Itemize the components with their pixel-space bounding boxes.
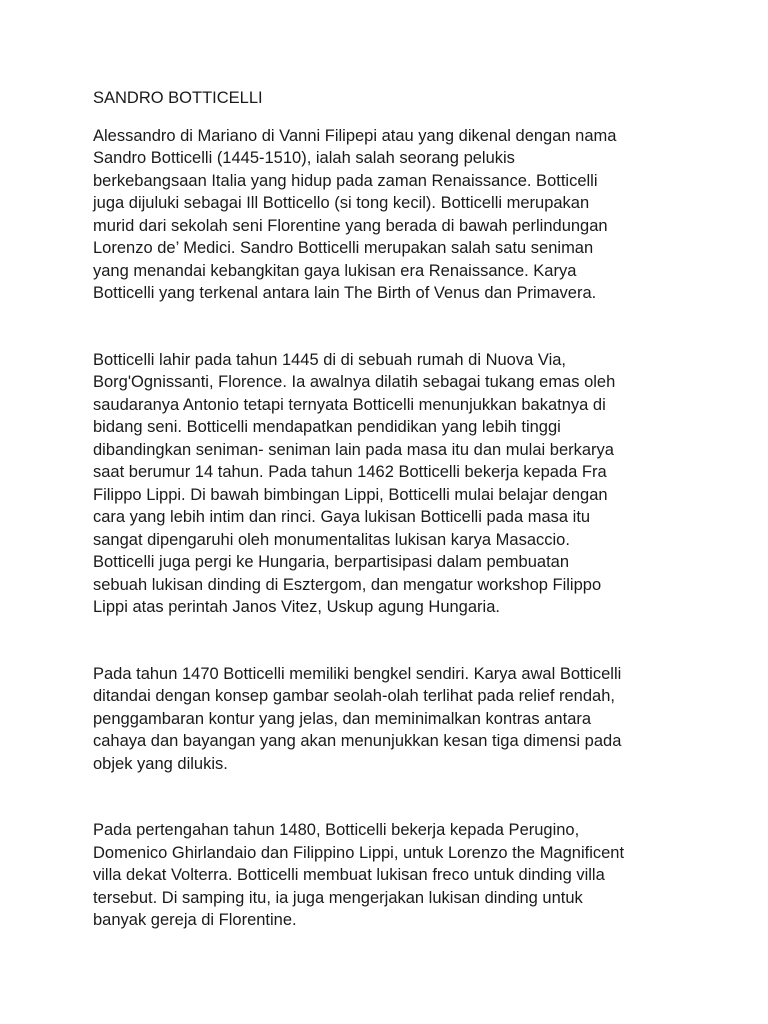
text-line: Botticelli yang terkenal antara lain The Birth of Venus dan Primavera. <box>93 284 597 302</box>
paragraph-1 <box>93 125 713 305</box>
text-line: cara yang lebih intim dan rinci. Gaya lukisan Botticelli pada masa itu <box>93 508 591 526</box>
text-line: villa dekat Volterra. Botticelli membuat lukisan freco untuk dinding villa <box>93 866 605 884</box>
text-line: bidang seni. Botticelli mendapatkan pendidikan yang lebih tinggi <box>93 418 561 436</box>
text-line: dibandingkan seniman- seniman lain pada masa itu dan mulai berkarya <box>93 440 614 459</box>
text-line: sangat dipengaruhi oleh monumentalitas lukisan karya Masaccio. <box>93 530 570 549</box>
paragraph-2 <box>93 349 713 619</box>
text-line: objek yang dilukis. <box>93 754 228 773</box>
text-line: Botticelli juga pergi ke Hungaria, berpartisipasi dalam pembuatan <box>93 553 570 571</box>
text-line: saudaranya Antonio tetapi ternyata Botticelli menunjukkan bakatnya di <box>93 395 606 414</box>
text-line: Domenico Ghirlandaio dan Filippino Lippi, untuk Lorenzo the Magnificent <box>93 843 625 862</box>
text-line: sebuah lukisan dinding di Esztergom, dan mengatur workshop Filippo <box>93 575 602 594</box>
text-line: murid dari sekolah seni Florentine yang berada di bawah perlindungan <box>93 216 608 235</box>
document-body <box>93 87 713 932</box>
text-line: Borg'Ognissanti, Florence. Ia awalnya dilatih sebagai tukang emas oleh <box>93 373 616 391</box>
paragraph-3 <box>93 663 713 776</box>
paragraph-4 <box>93 819 713 932</box>
text-line: yang menandai kebangkitan gaya lukisan era Renaissance. Karya <box>93 261 577 280</box>
text-line: Botticelli lahir pada tahun 1445 di di sebuah rumah di Nuova Via, <box>93 350 567 369</box>
text-line: juga dijuluki sebagai Ill Botticello (si tong kecil). Botticelli merupakan <box>93 194 590 212</box>
text-line: Sandro Botticelli (1445-1510), ialah salah seorang pelukis <box>93 149 515 167</box>
text-line: banyak gereja di Florentine. <box>93 911 297 929</box>
text-line: tersebut. Di samping itu, ia juga mengerjakan lukisan dinding untuk <box>93 888 583 907</box>
text-line: Lippi atas perintah Janos Vitez, Uskup agung Hungaria. <box>93 598 500 616</box>
text-line: Pada tahun 1470 Botticelli memiliki bengkel sendiri. Karya awal Botticelli <box>93 664 622 683</box>
document-title: SANDRO BOTTICELLI <box>93 89 263 107</box>
text-line: Filippo Lippi. Di bawah bimbingan Lippi, Botticelli mulai belajar dengan <box>93 485 608 504</box>
text-line: saat berumur 14 tahun. Pada tahun 1462 Botticelli bekerja kepada Fra <box>93 463 607 481</box>
text-line: berkebangsaan Italia yang hidup pada zaman Renaissance. Botticelli <box>93 171 598 190</box>
text-line: Alessandro di Mariano di Vanni Filipepi atau yang dikenal dengan nama <box>93 126 617 145</box>
text-line: cahaya dan bayangan yang akan menunjukkan kesan tiga dimensi pada <box>93 732 622 750</box>
text-line: ditandai dengan konsep gambar seolah-olah terlihat pada relief rendah, <box>93 687 615 705</box>
text-line: Lorenzo de’ Medici. Sandro Botticelli merupakan salah satu seniman <box>93 239 594 257</box>
text-line: Pada pertengahan tahun 1480, Botticelli bekerja kepada Perugino, <box>93 821 580 839</box>
text-line: penggambaran kontur yang jelas, dan meminimalkan kontras antara <box>93 709 592 728</box>
